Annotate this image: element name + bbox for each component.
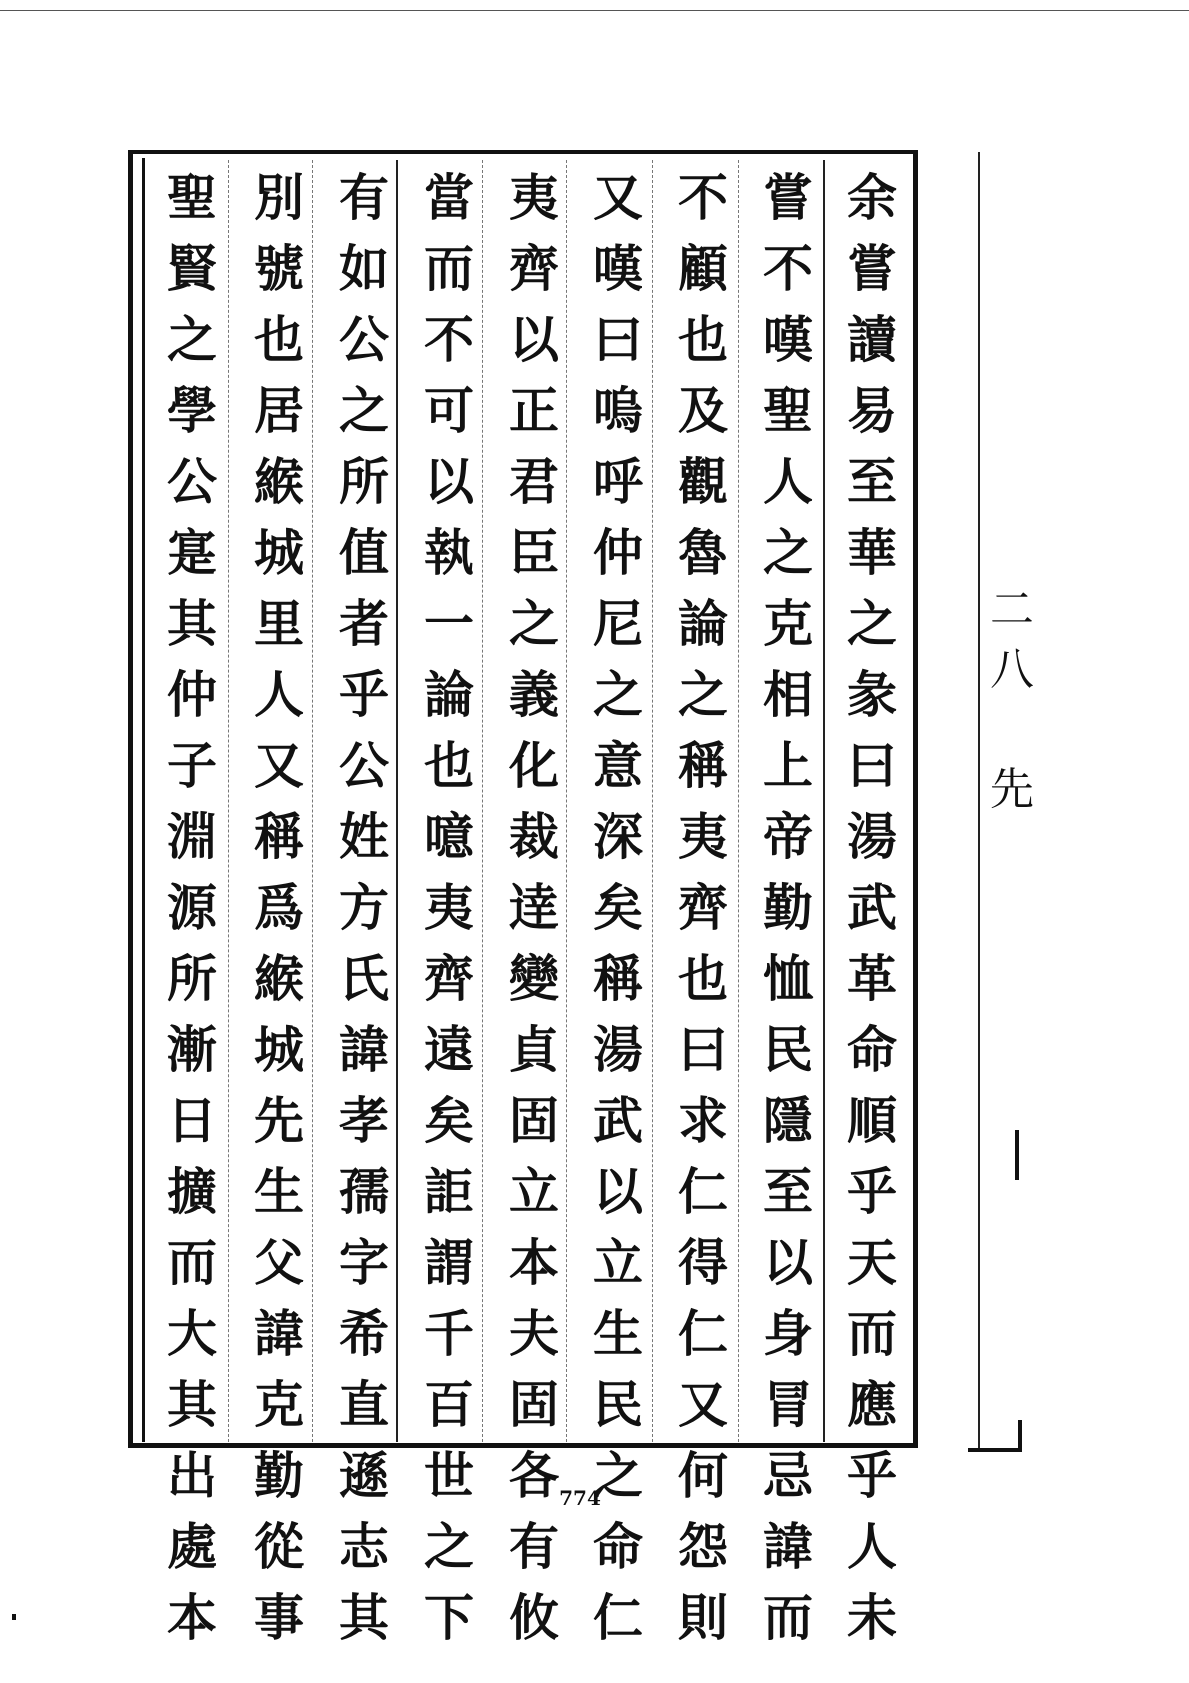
character: 遜 — [339, 1446, 389, 1505]
character: 所 — [339, 452, 389, 511]
character: 嗚 — [593, 381, 643, 440]
character: 處 — [167, 1517, 217, 1576]
character: 以 — [763, 1233, 813, 1292]
character: 則 — [678, 1588, 728, 1647]
character: 公 — [339, 736, 389, 795]
character: 之 — [593, 665, 643, 724]
character: 觀 — [678, 452, 728, 511]
page-number: 774 — [559, 1486, 601, 1510]
character: 夫 — [509, 1304, 559, 1363]
character: 賢 — [167, 239, 217, 298]
character: 各 — [509, 1446, 559, 1505]
character: 何 — [678, 1446, 728, 1505]
character: 聖 — [167, 168, 217, 227]
character: 也 — [678, 949, 728, 1008]
character: 聖 — [763, 381, 813, 440]
character: 一 — [424, 594, 474, 653]
character: 帝 — [763, 807, 813, 866]
character: 至 — [847, 452, 897, 511]
character: 攸 — [509, 1588, 559, 1647]
character: 逹 — [509, 878, 559, 937]
margin-corner — [968, 1420, 1022, 1452]
character: 有 — [509, 1517, 559, 1576]
character: 之 — [424, 1517, 474, 1576]
text-column — [239, 162, 319, 1647]
margin-character: 八 — [990, 644, 1034, 695]
character: 也 — [678, 310, 728, 369]
character: 夷 — [424, 878, 474, 937]
character: 立 — [509, 1162, 559, 1221]
character: 裁 — [509, 807, 559, 866]
character: 矣 — [593, 878, 643, 937]
character: 孝 — [339, 1091, 389, 1150]
character: 詎 — [424, 1162, 474, 1221]
character: 生 — [254, 1162, 304, 1221]
frame-inner-rule — [142, 158, 145, 1442]
character: 里 — [254, 594, 304, 653]
character: 其 — [339, 1588, 389, 1647]
character: 以 — [593, 1162, 643, 1221]
character: 本 — [167, 1588, 217, 1647]
character: 湯 — [847, 807, 897, 866]
character: 余 — [847, 168, 897, 227]
character: 方 — [339, 878, 389, 937]
character: 乎 — [339, 665, 389, 724]
character: 身 — [763, 1304, 813, 1363]
scan-speck — [12, 1614, 16, 1620]
character: 居 — [254, 381, 304, 440]
character: 而 — [763, 1588, 813, 1647]
character: 呼 — [593, 452, 643, 511]
character: 論 — [678, 594, 728, 653]
character: 仁 — [593, 1588, 643, 1647]
character: 順 — [847, 1091, 897, 1150]
character: 固 — [509, 1091, 559, 1150]
margin-character — [990, 700, 1030, 760]
character: 又 — [593, 168, 643, 227]
character: 城 — [254, 523, 304, 582]
character: 至 — [763, 1162, 813, 1221]
character: 之 — [339, 381, 389, 440]
character: 者 — [339, 594, 389, 653]
character: 所 — [167, 949, 217, 1008]
character: 齊 — [509, 239, 559, 298]
top-rule — [0, 10, 1189, 11]
character: 世 — [424, 1446, 474, 1505]
character: 仁 — [678, 1162, 728, 1221]
character: 緱 — [254, 452, 304, 511]
character: 源 — [167, 878, 217, 937]
character: 不 — [763, 239, 813, 298]
character: 千 — [424, 1304, 474, 1363]
character: 民 — [763, 1020, 813, 1079]
character: 嘆 — [763, 310, 813, 369]
character: 也 — [424, 736, 474, 795]
character: 齊 — [424, 949, 474, 1008]
character: 其 — [167, 594, 217, 653]
character: 之 — [763, 523, 813, 582]
character: 曰 — [847, 736, 897, 795]
character: 湯 — [593, 1020, 643, 1079]
character: 固 — [509, 1375, 559, 1434]
character: 正 — [509, 381, 559, 440]
character: 嘗 — [763, 168, 813, 227]
margin-character: 先 — [990, 764, 1034, 815]
margin-rule — [978, 152, 980, 1448]
character: 出 — [167, 1446, 217, 1505]
character: 化 — [509, 736, 559, 795]
character: 而 — [847, 1304, 897, 1363]
character: 遠 — [424, 1020, 474, 1079]
character: 嘆 — [593, 239, 643, 298]
character: 貞 — [509, 1020, 559, 1079]
character: 又 — [254, 736, 304, 795]
character: 論 — [424, 665, 474, 724]
character: 以 — [424, 452, 474, 511]
character: 氏 — [339, 949, 389, 1008]
character: 謂 — [424, 1233, 474, 1292]
character: 乎 — [847, 1162, 897, 1221]
text-column — [832, 162, 912, 1647]
margin-text — [990, 580, 1034, 820]
character: 諱 — [254, 1304, 304, 1363]
character: 噫 — [424, 807, 474, 866]
character: 有 — [339, 168, 389, 227]
character: 之 — [509, 594, 559, 653]
character: 勤 — [763, 878, 813, 937]
character: 事 — [254, 1588, 304, 1647]
character: 人 — [847, 1517, 897, 1576]
character: 夷 — [509, 168, 559, 227]
text-column — [152, 162, 232, 1647]
character: 曰 — [593, 310, 643, 369]
character: 臣 — [509, 523, 559, 582]
character: 仁 — [678, 1304, 728, 1363]
character: 子 — [167, 736, 217, 795]
character: 直 — [339, 1375, 389, 1434]
character: 魯 — [678, 523, 728, 582]
character: 君 — [509, 452, 559, 511]
character: 又 — [678, 1375, 728, 1434]
character: 怨 — [678, 1517, 728, 1576]
character: 其 — [167, 1375, 217, 1434]
character: 義 — [509, 665, 559, 724]
character: 以 — [509, 310, 559, 369]
character: 如 — [339, 239, 389, 298]
character: 武 — [593, 1091, 643, 1150]
character: 號 — [254, 239, 304, 298]
character: 齊 — [678, 878, 728, 937]
character: 克 — [254, 1375, 304, 1434]
character: 志 — [339, 1517, 389, 1576]
character: 稱 — [593, 949, 643, 1008]
character: 當 — [424, 168, 474, 227]
character: 稱 — [254, 807, 304, 866]
text-column — [324, 162, 404, 1647]
character: 武 — [847, 878, 897, 937]
character: 天 — [847, 1233, 897, 1292]
character: 易 — [847, 381, 897, 440]
character: 冐 — [763, 1375, 813, 1434]
character: 姓 — [339, 807, 389, 866]
character: 漸 — [167, 1020, 217, 1079]
character: 稱 — [678, 736, 728, 795]
character: 寔 — [167, 523, 217, 582]
text-column — [409, 162, 489, 1647]
character: 隱 — [763, 1091, 813, 1150]
character: 不 — [424, 310, 474, 369]
character: 革 — [847, 949, 897, 1008]
character: 之 — [167, 310, 217, 369]
character: 希 — [339, 1304, 389, 1363]
character: 先 — [254, 1091, 304, 1150]
character: 讀 — [847, 310, 897, 369]
character: 諱 — [339, 1020, 389, 1079]
character: 下 — [424, 1588, 474, 1647]
character: 矣 — [424, 1091, 474, 1150]
character: 緱 — [254, 949, 304, 1008]
character: 變 — [509, 949, 559, 1008]
character: 日 — [167, 1091, 217, 1150]
character: 之 — [593, 1446, 643, 1505]
character: 爲 — [254, 878, 304, 937]
character: 不 — [678, 168, 728, 227]
character: 百 — [424, 1375, 474, 1434]
character: 民 — [593, 1375, 643, 1434]
character: 顧 — [678, 239, 728, 298]
character: 大 — [167, 1304, 217, 1363]
character: 也 — [254, 310, 304, 369]
character: 父 — [254, 1233, 304, 1292]
character: 尼 — [593, 594, 643, 653]
character: 公 — [339, 310, 389, 369]
character: 立 — [593, 1233, 643, 1292]
character: 彖 — [847, 665, 897, 724]
character: 相 — [763, 665, 813, 724]
margin-character: 二 — [990, 584, 1034, 635]
character: 命 — [593, 1517, 643, 1576]
character: 執 — [424, 523, 474, 582]
character: 可 — [424, 381, 474, 440]
character: 得 — [678, 1233, 728, 1292]
character: 忌 — [763, 1446, 813, 1505]
character: 值 — [339, 523, 389, 582]
character: 克 — [763, 594, 813, 653]
character: 深 — [593, 807, 643, 866]
character: 擴 — [167, 1162, 217, 1221]
character: 命 — [847, 1020, 897, 1079]
character: 人 — [763, 452, 813, 511]
character: 字 — [339, 1233, 389, 1292]
character: 應 — [847, 1375, 897, 1434]
text-column — [663, 162, 743, 1647]
character: 曰 — [678, 1020, 728, 1079]
character: 夷 — [678, 807, 728, 866]
character: 而 — [424, 239, 474, 298]
character: 仲 — [167, 665, 217, 724]
character: 生 — [593, 1304, 643, 1363]
character: 公 — [167, 452, 217, 511]
character: 仲 — [593, 523, 643, 582]
character: 上 — [763, 736, 813, 795]
character: 從 — [254, 1517, 304, 1576]
character: 別 — [254, 168, 304, 227]
character: 而 — [167, 1233, 217, 1292]
character: 華 — [847, 523, 897, 582]
character: 孺 — [339, 1162, 389, 1221]
character: 淵 — [167, 807, 217, 866]
character: 諱 — [763, 1517, 813, 1576]
character: 求 — [678, 1091, 728, 1150]
character: 城 — [254, 1020, 304, 1079]
character: 之 — [847, 594, 897, 653]
character: 本 — [509, 1233, 559, 1292]
character: 之 — [678, 665, 728, 724]
character: 人 — [254, 665, 304, 724]
character: 學 — [167, 381, 217, 440]
margin-mark — [1015, 1130, 1019, 1180]
character: 勤 — [254, 1446, 304, 1505]
character: 嘗 — [847, 239, 897, 298]
text-column — [748, 162, 828, 1647]
text-column — [494, 162, 574, 1647]
character: 及 — [678, 381, 728, 440]
character: 意 — [593, 736, 643, 795]
character: 未 — [847, 1588, 897, 1647]
character: 恤 — [763, 949, 813, 1008]
character: 乎 — [847, 1446, 897, 1505]
